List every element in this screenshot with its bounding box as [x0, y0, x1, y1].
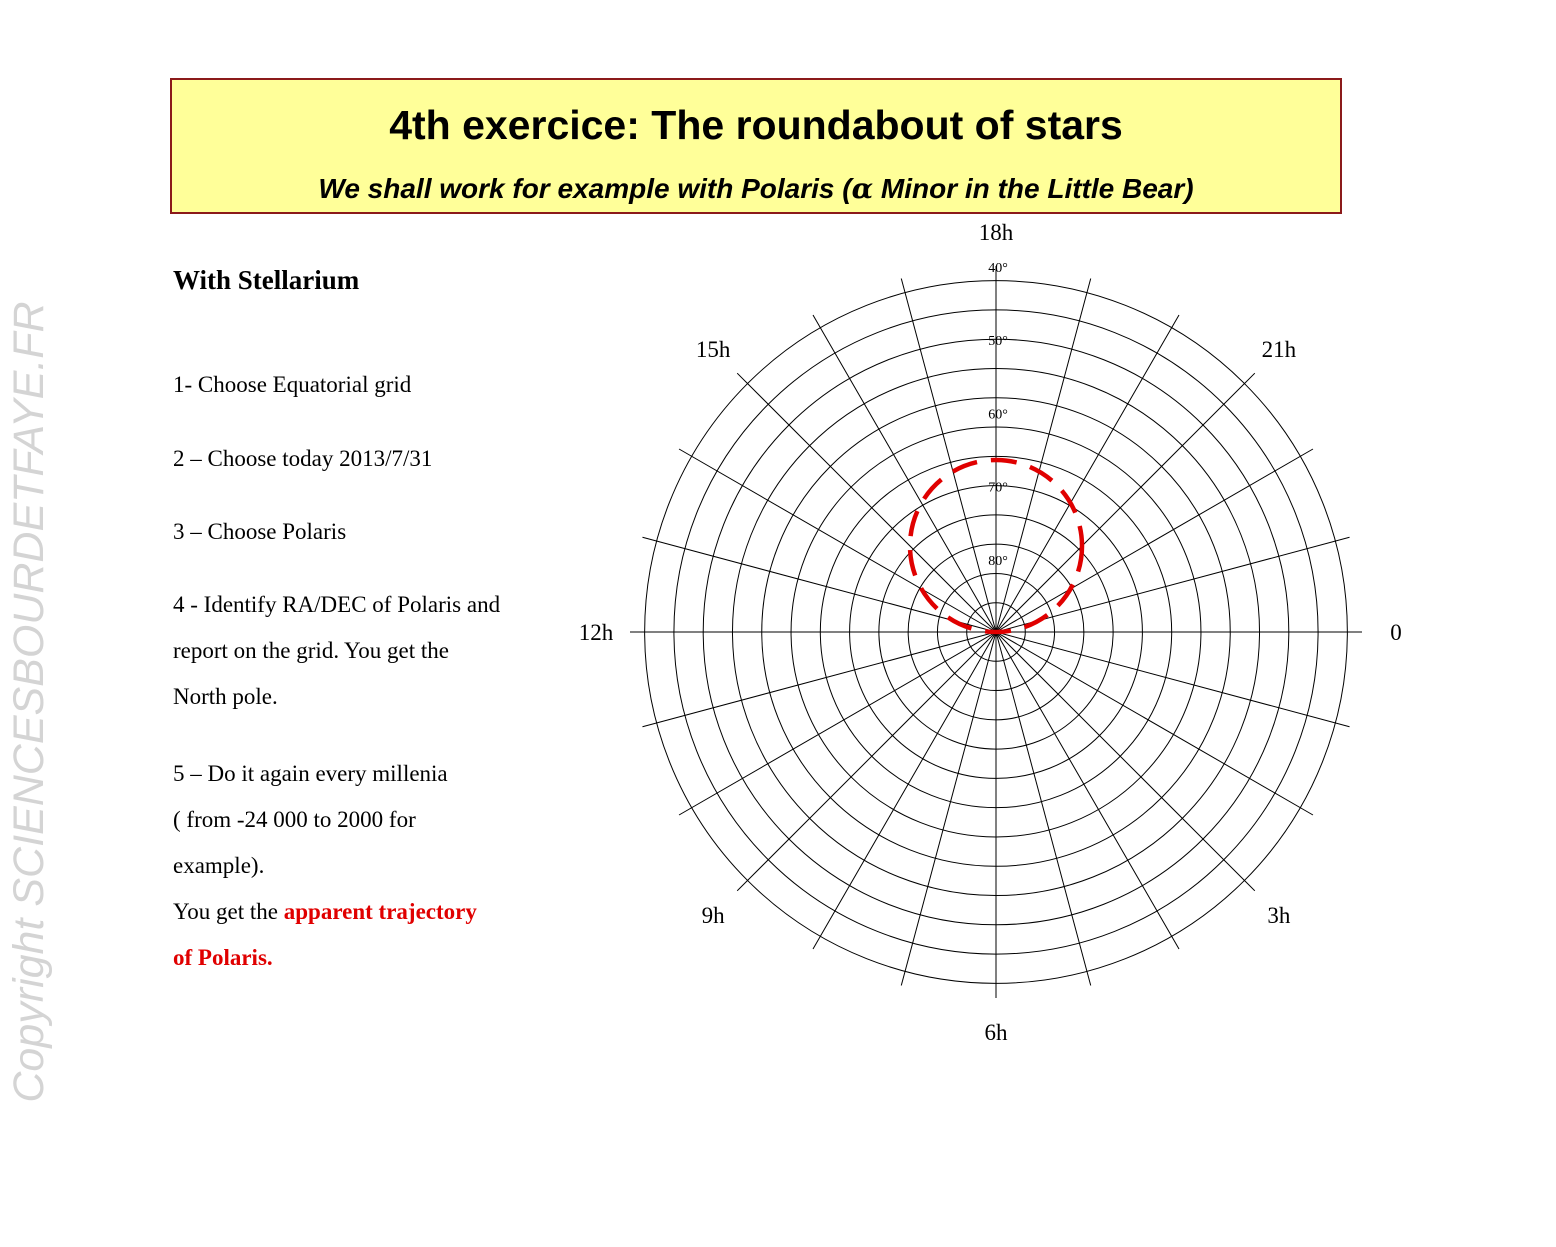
ra-spoke-13h: [642, 537, 996, 632]
hour-label-9h: 9h: [701, 902, 725, 928]
ra-spoke-19h: [996, 278, 1091, 632]
ra-spoke-21h: [996, 373, 1255, 632]
step-4-line-2: report on the grid. You get the: [173, 638, 449, 663]
ra-spoke-15h: [737, 373, 996, 632]
step-4-line-1: 4 - Identify RA/DEC of Polaris and: [173, 592, 501, 617]
ra-spoke-1h: [996, 632, 1350, 727]
conclusion-text: You get the: [173, 899, 284, 924]
hour-label-3h: 3h: [1267, 902, 1291, 928]
dec-label-70: 70°: [988, 480, 1008, 496]
ra-spoke-5h: [996, 632, 1091, 986]
alpha-symbol: α: [851, 172, 874, 205]
ra-spoke-2h: [996, 632, 1313, 815]
ra-spoke-20h: [996, 315, 1179, 632]
hour-label-12h: 12h: [578, 620, 614, 645]
step-5-line-2: ( from -24 000 to 2000 for: [173, 807, 416, 832]
hour-label-18h: 18h: [978, 220, 1014, 245]
hour-label-15h: 15h: [695, 337, 731, 363]
subtitle-text-start: We shall work for example with Polaris (: [318, 173, 852, 204]
hour-label-6h: 6h: [984, 1020, 1008, 1045]
ra-spoke-14h: [679, 449, 996, 632]
dec-label-80: 80°: [988, 553, 1008, 569]
hour-label-21h: 21h: [1261, 337, 1297, 363]
ra-spoke-9h: [737, 632, 996, 891]
step-4-line-3: North pole.: [173, 684, 278, 709]
dec-label-50: 50°: [988, 334, 1008, 350]
dec-label-40: 40°: [988, 261, 1008, 276]
ra-spoke-16h: [813, 315, 996, 632]
step-2: 2 – Choose today 2013/7/31: [173, 446, 433, 471]
ra-spoke-11h: [642, 632, 996, 727]
step-3: 3 – Choose Polaris: [173, 519, 347, 544]
ra-spoke-8h: [813, 632, 996, 949]
conclusion-highlight-1: apparent trajectory: [283, 899, 477, 924]
dec-label-60: 60°: [988, 407, 1008, 423]
copyright-watermark: Copyright SCIENCESBOURDETFAYE.FR: [5, 301, 53, 1103]
ra-spoke-4h: [996, 632, 1179, 949]
step-5-line-1: 5 – Do it again every millenia: [173, 761, 448, 786]
conclusion-highlight-2: of Polaris.: [173, 945, 273, 970]
step-5-line-3: example).: [173, 853, 265, 878]
ra-spoke-17h: [901, 278, 996, 632]
instructions-heading: With Stellarium: [173, 265, 360, 295]
hour-label-0: 0: [1390, 620, 1402, 645]
ra-spoke-23h: [996, 537, 1350, 632]
ra-spoke-10h: [679, 632, 996, 815]
step-1: 1- Choose Equatorial grid: [173, 372, 412, 397]
subtitle-text-end: Minor in the Little Bear): [873, 173, 1194, 204]
page-title: 4th exercice: The roundabout of stars: [389, 102, 1123, 148]
ra-spoke-3h: [996, 632, 1255, 891]
ra-spoke-7h: [901, 632, 996, 986]
